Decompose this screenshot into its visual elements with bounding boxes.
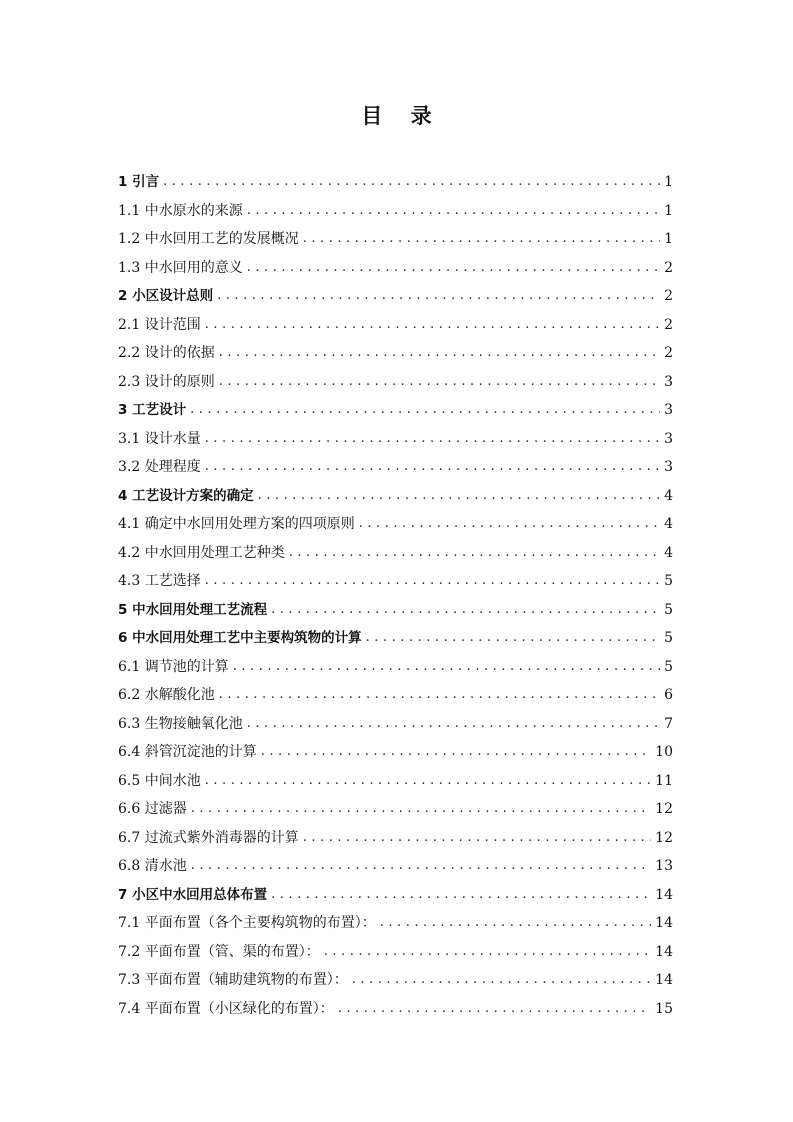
toc-entry-title: 3 工艺设计	[118, 402, 187, 419]
toc-page-number: 5	[664, 658, 673, 675]
toc-page-number: 15	[655, 1000, 673, 1017]
toc-entry-title: 2 小区设计总则	[118, 288, 214, 305]
toc-page-number: 13	[655, 858, 673, 875]
toc-entry-title: 7.4 平面布置（小区绿化的布置）：	[118, 1000, 334, 1017]
toc-dot-leader	[324, 942, 651, 962]
toc-entry-title: 6.6 过滤器	[118, 801, 187, 818]
toc-chapter-entry[interactable]	[118, 881, 673, 910]
toc-page-number: 3	[664, 402, 673, 419]
toc-dot-leader	[247, 201, 660, 221]
toc-dot-leader	[217, 286, 660, 306]
toc-page-number: 14	[655, 886, 673, 903]
toc-chapter-entry[interactable]	[118, 596, 673, 625]
toc-dot-leader	[205, 315, 660, 335]
toc-page-number: 4	[664, 487, 673, 504]
toc-entry-title: 6.4 斜管沉淀池的计算	[118, 744, 257, 761]
toc-entry-title: 2.2 设计的依据	[118, 345, 215, 362]
toc-entry-title: 6.7 过流式紫外消毒器的计算	[118, 829, 299, 846]
toc-page-number: 1	[664, 202, 673, 219]
toc-dot-leader	[289, 543, 660, 563]
toc-page-number: 12	[655, 829, 673, 846]
toc-section-entry[interactable]	[118, 311, 673, 340]
toc-section-entry[interactable]	[118, 225, 673, 254]
table-of-contents	[118, 168, 673, 1023]
toc-dot-leader	[338, 999, 651, 1019]
toc-section-entry[interactable]	[118, 254, 673, 283]
toc-dot-leader	[219, 372, 660, 392]
toc-entry-title: 6.8 清水池	[118, 858, 187, 875]
toc-page-number: 14	[655, 972, 673, 989]
toc-page-number: 11	[655, 772, 673, 789]
toc-entry-title: 7.1 平面布置（各个主要构筑物的布置）：	[118, 915, 376, 932]
toc-section-entry[interactable]	[118, 425, 673, 454]
toc-dot-leader	[191, 799, 651, 819]
toc-page-number: 12	[655, 801, 673, 818]
toc-entry-title: 6.2 水解酸化池	[118, 687, 215, 704]
toc-section-entry[interactable]	[118, 852, 673, 881]
toc-dot-leader	[247, 714, 660, 734]
toc-entry-title: 4.3 工艺选择	[118, 573, 201, 590]
toc-page-number: 2	[664, 259, 673, 276]
toc-entry-title: 3.1 设计水量	[118, 430, 201, 447]
toc-section-entry[interactable]	[118, 710, 673, 739]
toc-entry-title: 7.3 平面布置（辅助建筑物的布置）：	[118, 972, 348, 989]
toc-section-entry[interactable]	[118, 681, 673, 710]
toc-entry-title: 6.3 生物接触氧化池	[118, 715, 243, 732]
toc-section-entry[interactable]	[118, 995, 673, 1024]
toc-page-number: 10	[655, 744, 673, 761]
toc-dot-leader	[205, 457, 660, 477]
toc-page-number: 3	[664, 373, 673, 390]
toc-entry-title: 1.3 中水回用的意义	[118, 259, 243, 276]
toc-section-entry[interactable]	[118, 368, 673, 397]
toc-entry-title: 1 引言	[118, 174, 160, 191]
toc-section-entry[interactable]	[118, 567, 673, 596]
toc-page-number: 4	[664, 544, 673, 561]
toc-dot-leader	[219, 343, 660, 363]
toc-entry-title: 7.2 平面布置（管、渠的布置）：	[118, 943, 320, 960]
toc-section-entry[interactable]	[118, 795, 673, 824]
toc-page-number: 5	[664, 630, 673, 647]
toc-dot-leader	[247, 258, 660, 278]
toc-dot-leader	[271, 600, 660, 620]
toc-dot-leader	[205, 571, 660, 591]
toc-section-entry[interactable]	[118, 938, 673, 967]
toc-dot-leader	[163, 172, 660, 192]
toc-dot-leader	[303, 828, 651, 848]
toc-entry-title: 6 中水回用处理工艺中主要构筑物的计算	[118, 630, 362, 647]
toc-entry-title: 4.1 确定中水回用处理方案的四项原则	[118, 516, 355, 533]
toc-page-number: 3	[664, 459, 673, 476]
toc-section-entry[interactable]	[118, 510, 673, 539]
toc-page-number: 7	[664, 715, 673, 732]
toc-entry-title: 4 工艺设计方案的确定	[118, 487, 254, 504]
toc-entry-title: 5 中水回用处理工艺流程	[118, 601, 268, 618]
toc-dot-leader	[233, 657, 660, 677]
toc-page-number: 14	[655, 943, 673, 960]
toc-page-number: 1	[664, 174, 673, 191]
toc-dot-leader	[205, 771, 651, 791]
toc-entry-title: 6.5 中间水池	[118, 772, 201, 789]
toc-page-number: 5	[664, 573, 673, 590]
toc-chapter-entry[interactable]	[118, 282, 673, 311]
toc-section-entry[interactable]	[118, 767, 673, 796]
toc-page-number: 5	[664, 601, 673, 618]
toc-dot-leader	[352, 970, 651, 990]
toc-section-entry[interactable]	[118, 653, 673, 682]
toc-dot-leader	[258, 486, 660, 506]
toc-dot-leader	[205, 429, 660, 449]
toc-dot-leader	[271, 885, 651, 905]
toc-section-entry[interactable]	[118, 339, 673, 368]
toc-dot-leader	[303, 229, 660, 249]
toc-section-entry[interactable]	[118, 824, 673, 853]
toc-entry-title: 1.2 中水回用工艺的发展概况	[118, 231, 299, 248]
toc-chapter-entry[interactable]	[118, 482, 673, 511]
toc-page-number: 2	[664, 316, 673, 333]
toc-section-entry[interactable]	[118, 539, 673, 568]
toc-chapter-entry[interactable]	[118, 396, 673, 425]
toc-page-number: 14	[655, 915, 673, 932]
toc-dot-leader	[366, 628, 660, 648]
toc-entry-title: 2.1 设计范围	[118, 316, 201, 333]
toc-section-entry[interactable]	[118, 909, 673, 938]
toc-chapter-entry[interactable]	[118, 168, 673, 197]
toc-dot-leader	[380, 913, 651, 933]
toc-page-number: 1	[664, 231, 673, 248]
toc-page-number: 4	[664, 516, 673, 533]
toc-dot-leader	[219, 685, 660, 705]
toc-section-entry[interactable]	[118, 453, 673, 482]
toc-dot-leader	[359, 514, 660, 534]
toc-entry-title: 2.3 设计的原则	[118, 373, 215, 390]
toc-page-number: 2	[664, 288, 673, 305]
toc-title: 目 录	[361, 104, 443, 128]
toc-section-entry[interactable]	[118, 966, 673, 995]
toc-dot-leader	[261, 742, 651, 762]
toc-section-entry[interactable]	[118, 738, 673, 767]
toc-entry-title: 4.2 中水回用处理工艺种类	[118, 544, 285, 561]
toc-entry-title: 3.2 处理程度	[118, 459, 201, 476]
toc-chapter-entry[interactable]	[118, 624, 673, 653]
toc-dot-leader	[190, 400, 660, 420]
toc-page-number: 2	[664, 345, 673, 362]
toc-page-number: 3	[664, 430, 673, 447]
toc-page-number: 6	[664, 687, 673, 704]
toc-entry-title: 1.1 中水原水的来源	[118, 202, 243, 219]
toc-entry-title: 7 小区中水回用总体布置	[118, 886, 268, 903]
toc-section-entry[interactable]	[118, 197, 673, 226]
toc-dot-leader	[191, 856, 651, 876]
toc-entry-title: 6.1 调节池的计算	[118, 658, 229, 675]
